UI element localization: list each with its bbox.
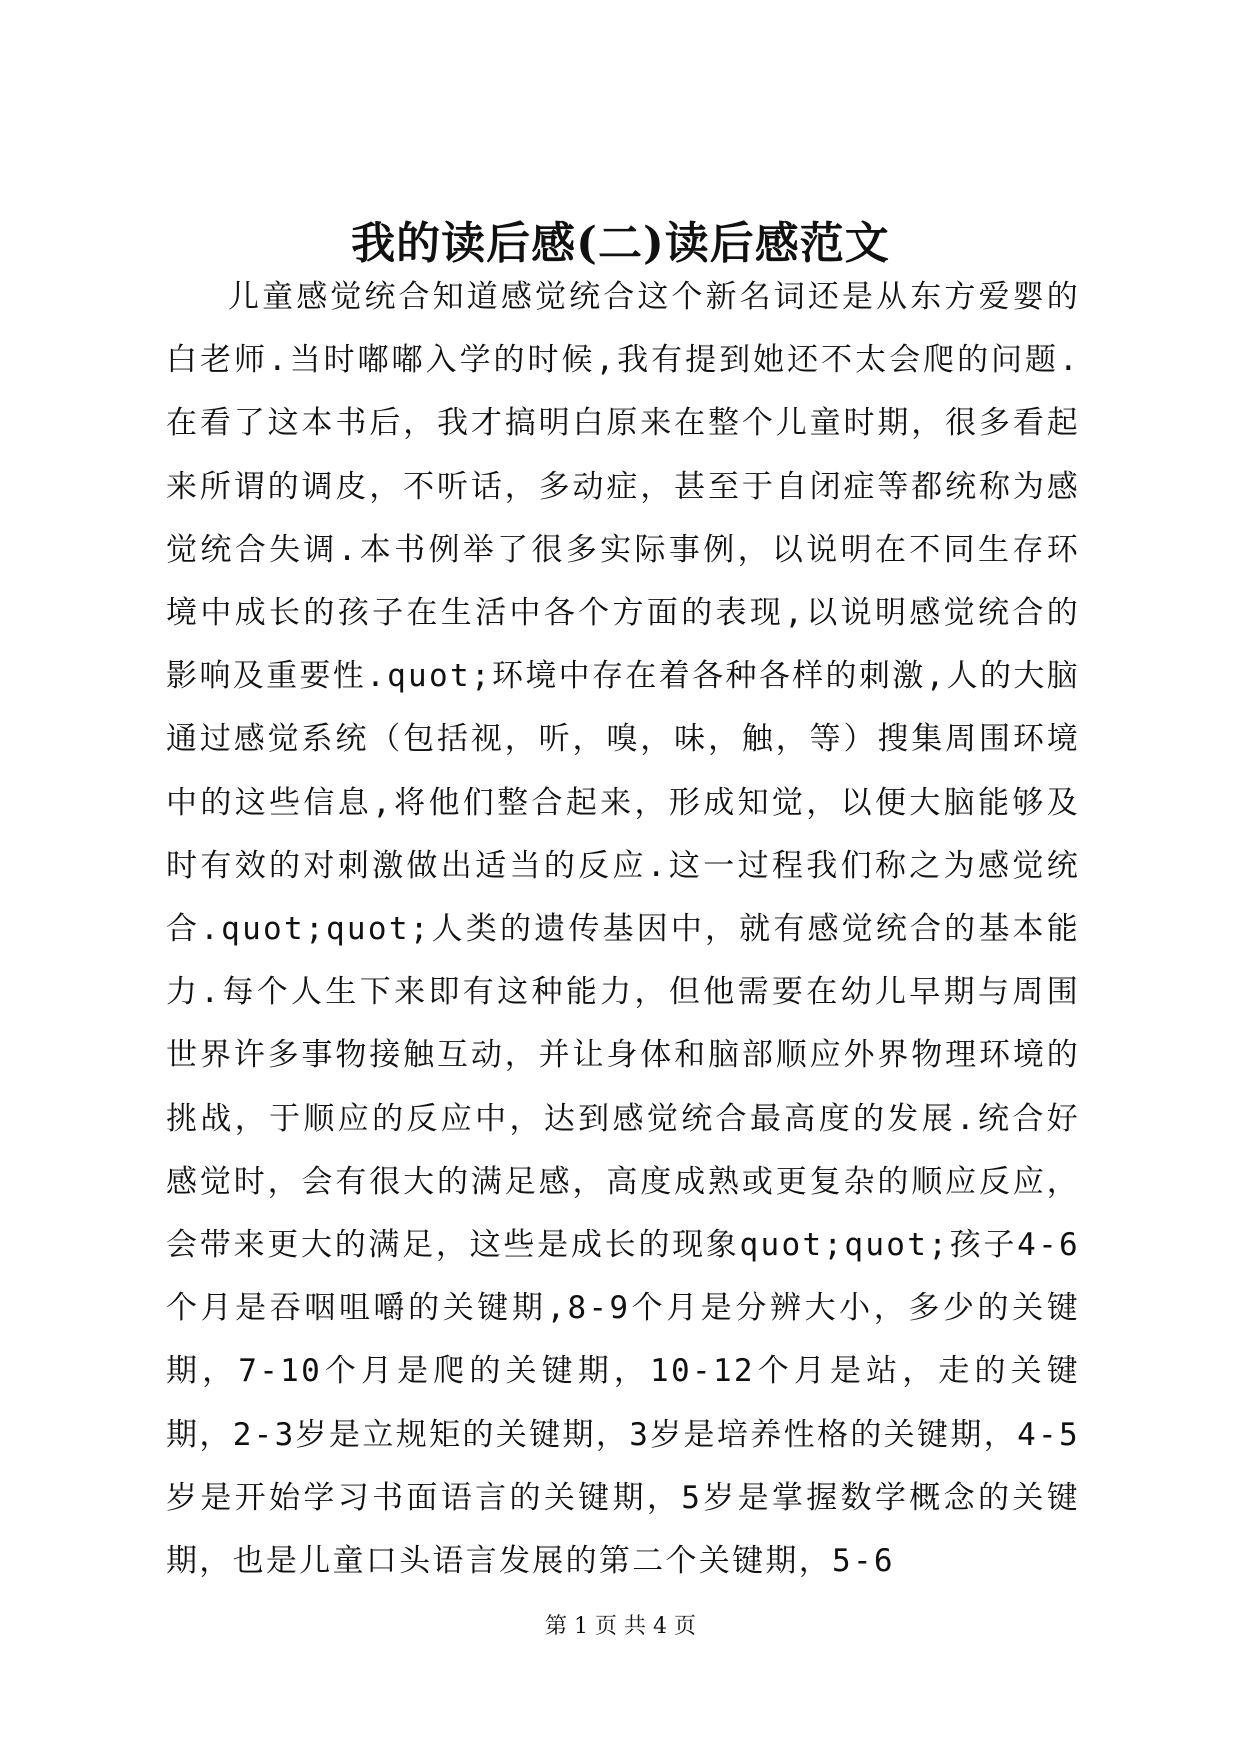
page-number-footer: 第 1 页 共 4 页 xyxy=(545,1614,696,1639)
document-title: 我的读后感(二)读后感范文 xyxy=(351,218,890,269)
body-paragraph: 儿童感觉统合知道感觉统合这个新名词还是从东方爱婴的白老师.当时嘟嘟入学的时候,我有提到她还不太会爬的问题.在看了这本书后，我才搞明白原来在整个儿童时期，很多看起来所谓的调皮，不听话，多动症，甚至于自闭症等都统称为感觉统合失调.本书例举了很多实际事例，以说明在不同生存环境中成长的孩子在生活中各个方面的表现,以说明感觉统合的影响及重要性.quot;环境中存在着各种各样的刺激,人的大脑通过感觉系统（包括视，听，嗅，味，触，等）搜集周围环境中的这些信息,将他们整合起来，形成知觉，以便大脑能够及时有效的对刺激做出适当的反应.这一过程我们称之为感觉统合.quot;quot;人类的遗传基因中，就有感觉统合的基本能力.每个人生下来即有这种能力，但他需要在幼儿早期与周围世界许多事物接触互动，并让身体和脑部顺应外界物理环境的挑战，于顺应的反应中，达到感觉统合最高度的发展.统合好感觉时，会有很大的满足感，高度成熟或更复杂的顺应反应，会带来更大的满足，这些是成长的现象quot;quot;孩子4-6个月是吞咽咀嚼的关键期,8-9个月是分辨大小，多少的关键期，7-10个月是爬的关键期，10-12个月是站，走的关键期，2-3岁是立规矩的关键期，3岁是培养性格的关键期，4-5岁是开始学习书面语言的关键期，5岁是掌握数学概念的关键期，也是儿童口头语言发展的第二个关键期，5-6 xyxy=(166,279,1080,1580)
